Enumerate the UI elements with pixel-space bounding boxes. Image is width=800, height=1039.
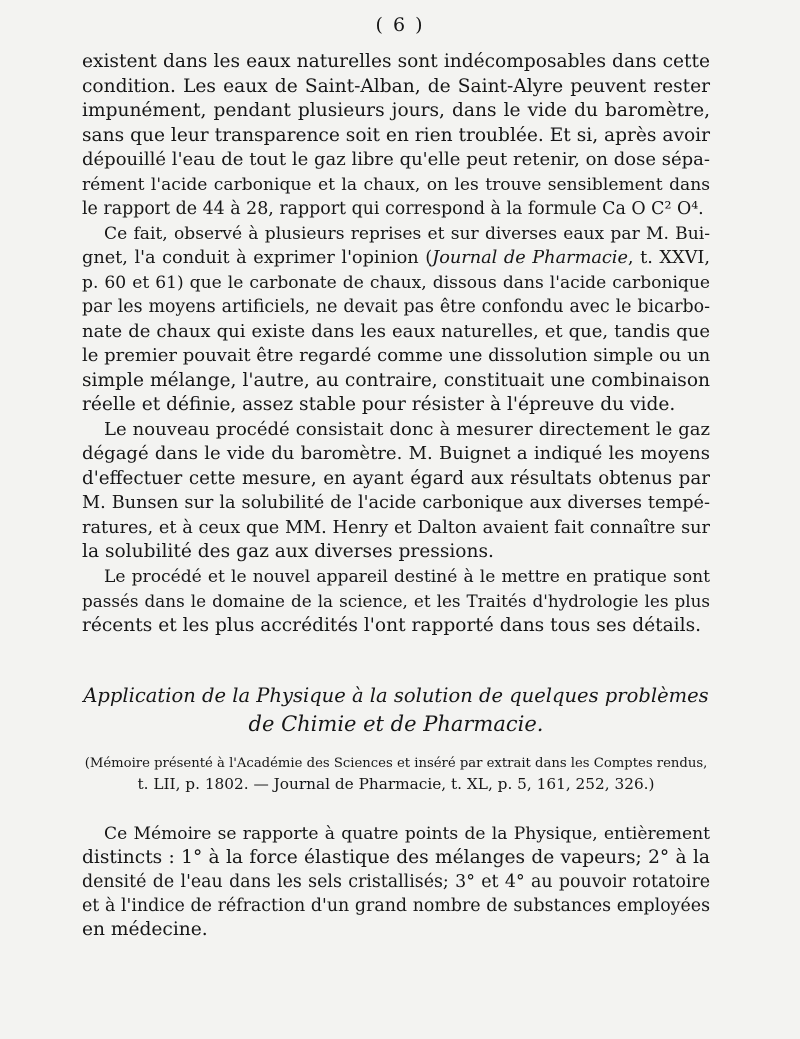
text-line: Le nouveau procédé consistait donc à mesurer directement le gaz <box>104 418 710 440</box>
journal-title: Journal de Pharmacie <box>432 248 628 268</box>
section-title <box>82 682 710 738</box>
text-line: Ce fait, observé à plusieurs reprises et sur diverses eaux par M. Bui- <box>104 223 710 244</box>
text-line: condition. Les eaux de Saint-Alban, de Saint-Alyre peuvent rester <box>82 75 710 97</box>
page-number: ( 6 ) <box>375 14 425 36</box>
text-line: récents et les plus accrédités l'ont rapporté dans tous ses détails. <box>82 614 702 636</box>
text-line: réelle et définie, assez stable pour résister à l'épreuve du vide. <box>82 394 676 415</box>
paragraph-4 <box>82 565 710 639</box>
text-line: le rapport de 44 à 28, rapport qui correspond à la formule Ca O C² O⁴. <box>82 199 704 219</box>
text-line: dépouillé l'eau de tout le gaz libre qu'elle peut retenir, on dose sépa- <box>82 149 710 170</box>
text-line: impunément, pendant plusieurs jours, dans le vide du baromètre, <box>82 100 710 121</box>
paragraph-3 <box>82 418 710 565</box>
paragraph-5 <box>82 822 710 942</box>
text-line: la solubilité des gaz aux diverses pressions. <box>82 541 494 562</box>
text-line: d'effectuer cette mesure, en ayant égard aux résultats obtenus par <box>82 467 710 489</box>
body-text <box>82 50 710 638</box>
reference-line: t. LII, p. 1802. — Journal de Pharmacie, t. XL, p. 5, 161, 252, 326.) <box>137 775 655 793</box>
paragraph-1 <box>82 50 710 222</box>
text-line: densité de l'eau dans les sels cristallisés; 3° et 4° au pouvoir rotatoire <box>82 872 710 892</box>
text-line: par les moyens artificiels, ne devait pas être confondu avec le bicarbo- <box>82 297 710 317</box>
text-line: passés dans le domaine de la science, et les Traités d'hydrologie les plus <box>82 591 710 611</box>
text-line: gnet, l'a conduit à exprimer l'opinion (Journal de Pharmacie, t. XXVI, <box>82 248 711 268</box>
text-line: et à l'indice de réfraction d'un grand nombre de substances employées <box>82 896 710 916</box>
text-line: ratures, et à ceux que MM. Henry et Dalton avaient fait connaître sur <box>82 517 710 538</box>
reference-line: (Mémoire présenté à l'Académie des Sciences et inséré par extrait dans les Comptes rendus, <box>84 756 708 771</box>
text-line: distincts : 1° à la force élastique des mélanges de vapeurs; 2° à la <box>82 847 710 868</box>
text-line: existent dans les eaux naturelles sont indécomposables dans cette <box>82 51 710 72</box>
paragraph-2 <box>82 222 710 418</box>
text-line: M. Bunsen sur la solubilité de l'acide carbonique aux diverses tempé- <box>82 493 710 513</box>
text-line: nate de chaux qui existe dans les eaux naturelles, et que, tandis que <box>82 320 710 342</box>
text-line: dégagé dans le vide du baromètre. M. Buignet a indiqué les moyens <box>82 443 710 464</box>
text-line: en médecine. <box>82 919 208 940</box>
section-title-line: Application de la Physique à la solution de quelques problèmes <box>83 684 709 707</box>
text-line: simple mélange, l'autre, au contraire, constituait une combinaison <box>82 369 710 391</box>
section-title-line: de Chimie et de Pharmacie. <box>248 712 544 736</box>
text-line: Le procédé et le nouvel appareil destiné à le mettre en pratique sont <box>104 566 710 587</box>
reference-note <box>82 753 710 795</box>
text-line: rément l'acide carbonique et la chaux, on les trouve sensiblement dans <box>82 174 710 195</box>
text-line: le premier pouvait être regardé comme une dissolution simple ou un <box>82 345 711 366</box>
text-line: p. 60 et 61) que le carbonate de chaux, dissous dans l'acide carbonique <box>82 272 710 293</box>
text-line: sans que leur transparence soit en rien troublée. Et si, après avoir <box>82 124 710 146</box>
text-line: Ce Mémoire se rapporte à quatre points de la Physique, entièrement <box>104 824 710 844</box>
